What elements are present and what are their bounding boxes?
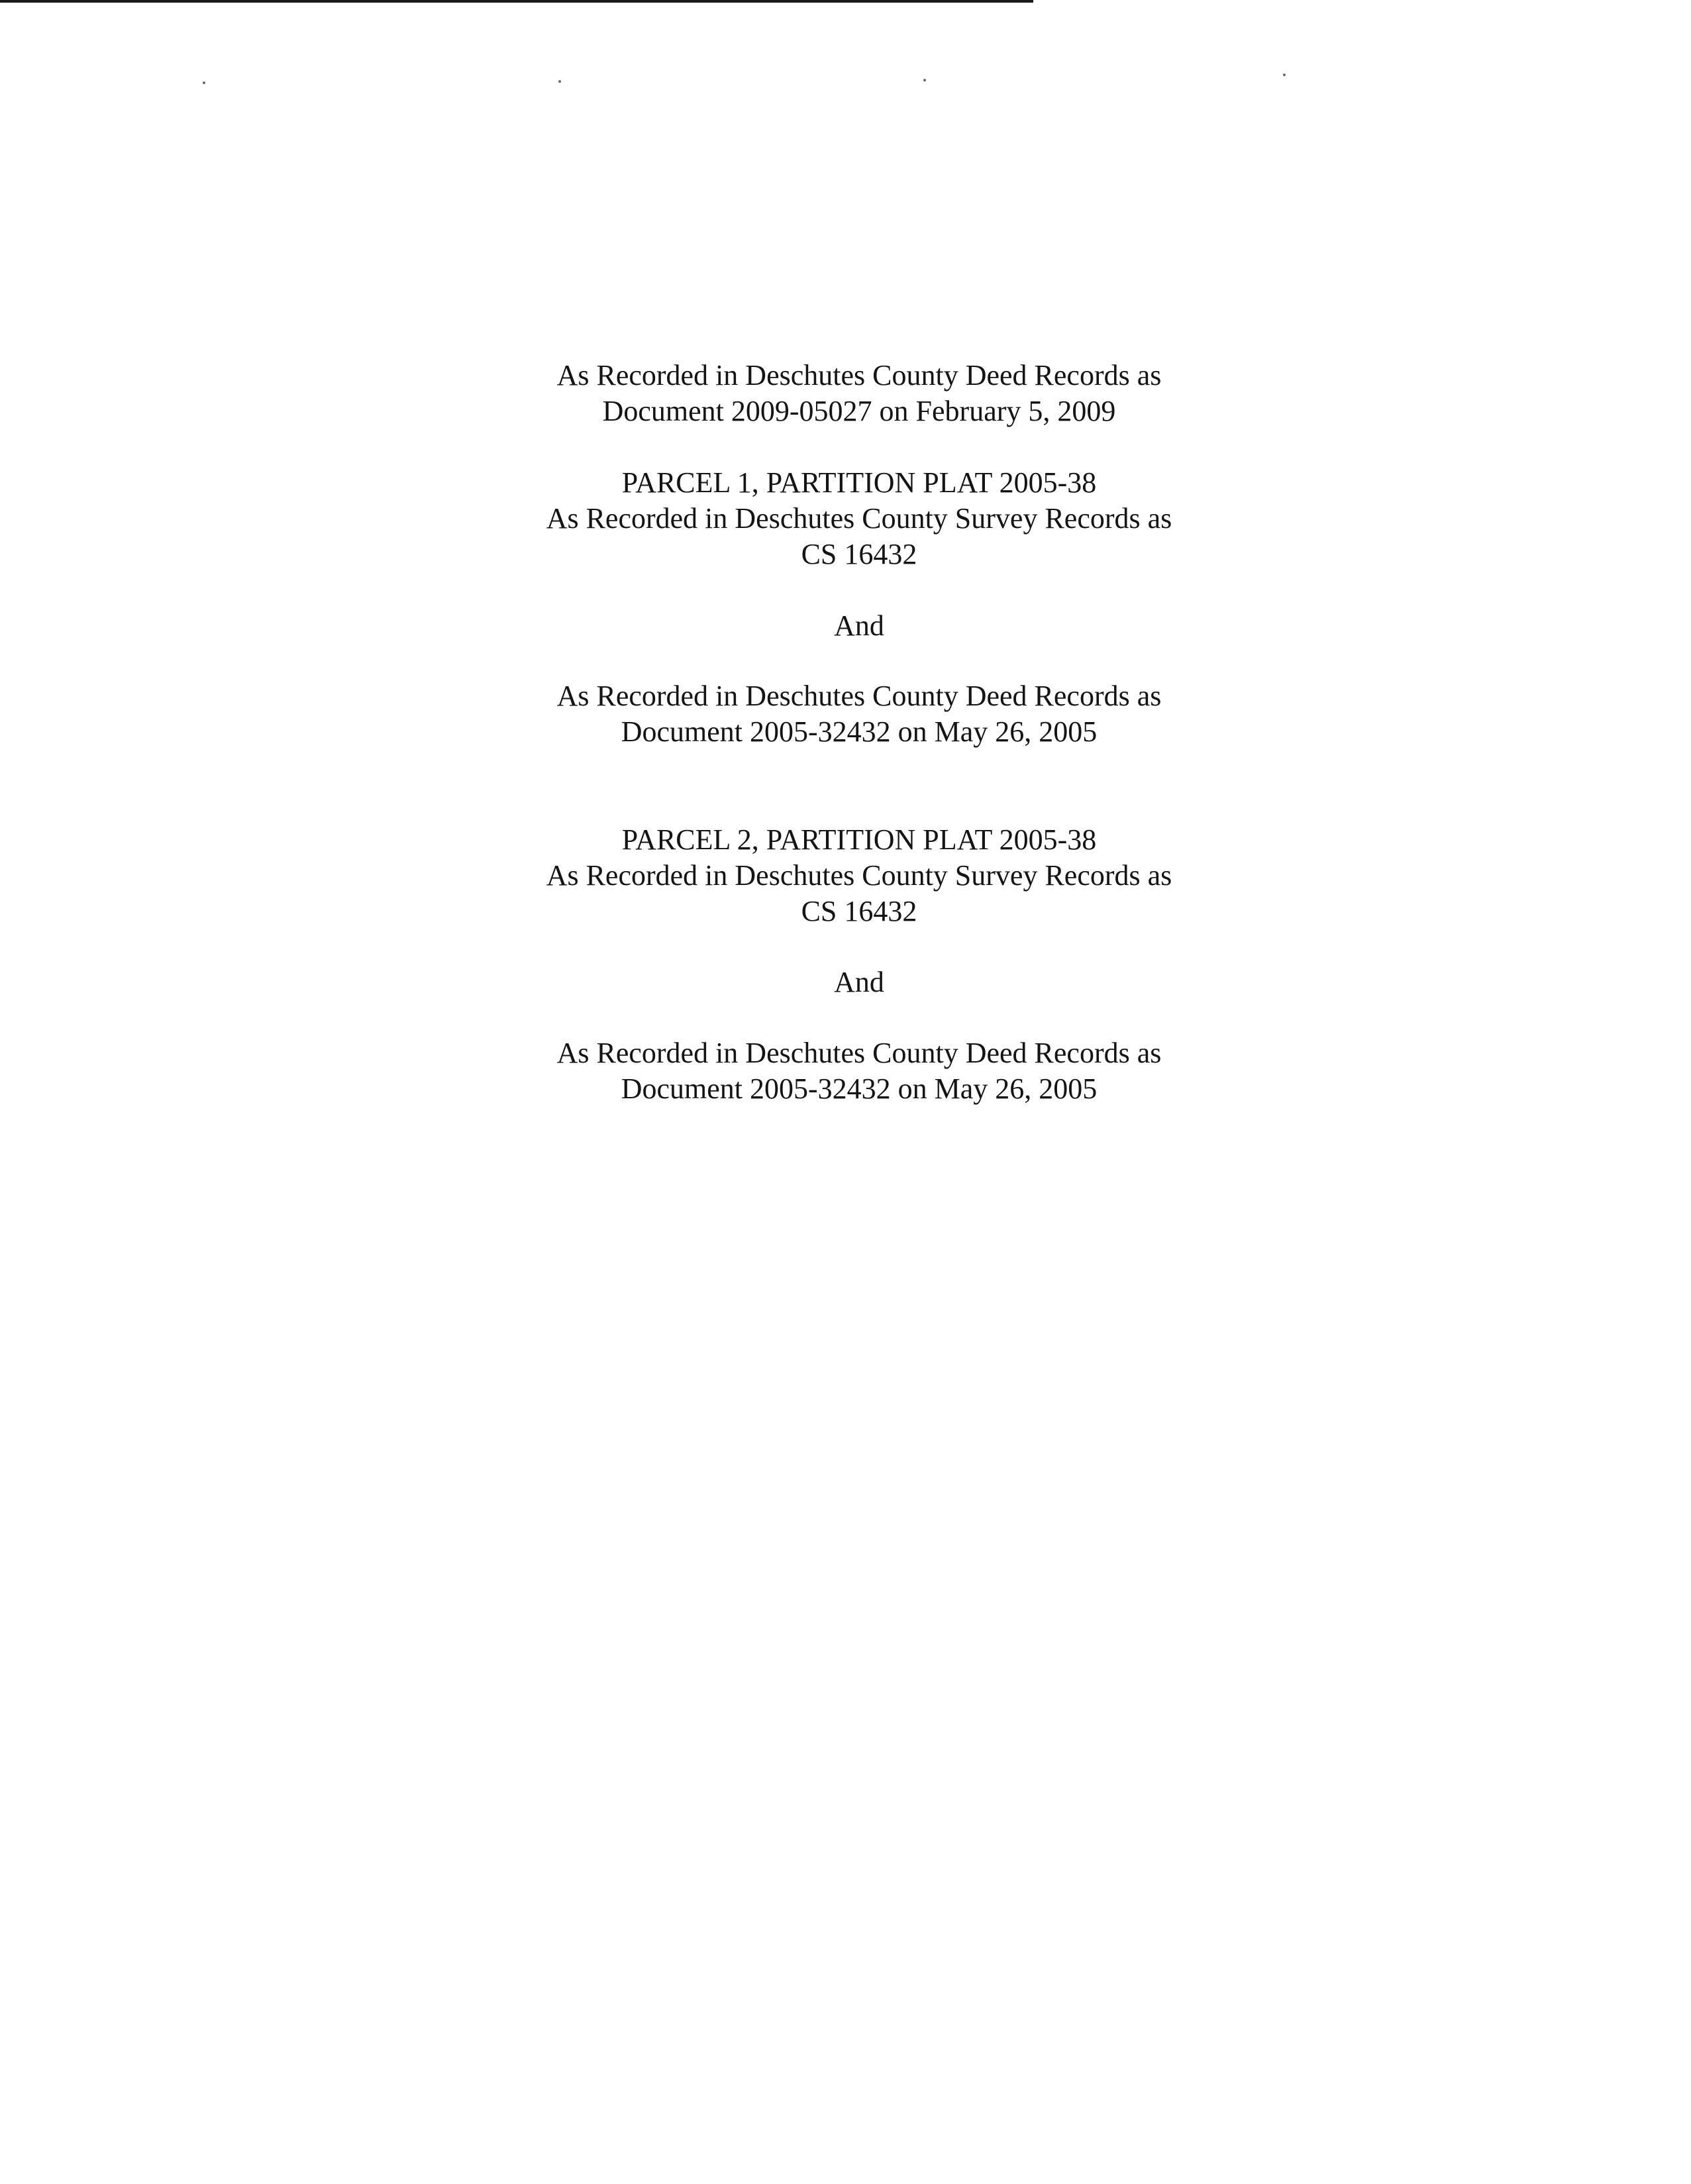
text-line: CS 16432: [801, 895, 917, 927]
parcel-2-heading: [0, 822, 1691, 929]
deed-record-2009: [0, 358, 1691, 429]
deed-record-2005-b: [0, 1035, 1691, 1107]
text-line: As Recorded in Deschutes County Survey Records as: [546, 859, 1172, 892]
parcel-1-heading: [0, 465, 1691, 572]
text-line: CS 16432: [801, 538, 917, 570]
scan-speck: [203, 81, 205, 84]
scan-speck: [923, 79, 926, 81]
text-line: And: [834, 966, 884, 998]
text-line: As Recorded in Deschutes County Survey Records as: [546, 502, 1172, 535]
text-line: Document 2009-05027 on February 5, 2009: [602, 395, 1116, 427]
text-line: PARCEL 2, PARTITION PLAT 2005-38: [621, 823, 1097, 856]
text-line: Document 2005-32432 on May 26, 2005: [621, 1072, 1098, 1105]
deed-record-2005-a: [0, 678, 1691, 750]
scan-speck: [1283, 74, 1286, 76]
scan-top-edge: [0, 0, 1033, 3]
conjunction-and: [0, 964, 1691, 1000]
scan-speck: [558, 80, 561, 83]
text-line: Document 2005-32432 on May 26, 2005: [621, 715, 1098, 748]
text-line: As Recorded in Deschutes County Deed Records as: [556, 680, 1162, 712]
text-line: As Recorded in Deschutes County Deed Records as: [556, 1037, 1162, 1069]
text-line: And: [834, 609, 884, 642]
text-line: As Recorded in Deschutes County Deed Records as: [556, 359, 1162, 391]
text-line: PARCEL 1, PARTITION PLAT 2005-38: [621, 466, 1097, 499]
conjunction-and: [0, 608, 1691, 644]
